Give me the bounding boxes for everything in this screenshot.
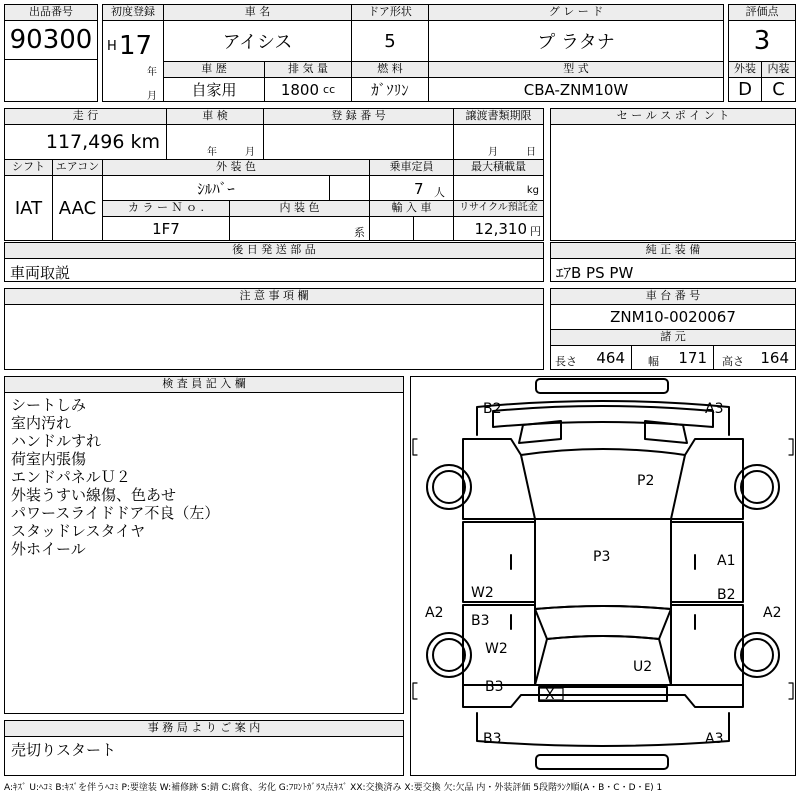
- car-name-label: 車 名: [163, 4, 352, 21]
- month-unit: 月: [147, 91, 157, 102]
- transfer-doc-label: 譲渡書類期限: [453, 108, 544, 125]
- displacement-cell: [264, 77, 352, 102]
- displacement-label: 排 気 量: [264, 61, 352, 78]
- model: CBA-ZNM10W: [428, 77, 724, 102]
- equipment-value: ｴｱB PS PW: [556, 264, 634, 282]
- note-line: シートしみ: [11, 396, 87, 414]
- windshield-pillars: [521, 455, 685, 519]
- first-reg-cell: [102, 20, 164, 102]
- mark-b2-top-left: B2: [483, 401, 502, 417]
- max-load-unit: kg: [526, 185, 539, 196]
- import-value: [369, 216, 414, 241]
- plate-label: 登 録 番 号: [263, 108, 454, 125]
- mileage-value-group: [46, 131, 160, 153]
- note-line: パワースライドドア不良（左）: [11, 504, 220, 522]
- office-value: 売切りスタート: [11, 741, 117, 759]
- mark-b3-left-mid: B3: [471, 613, 490, 629]
- rear-bumper: [536, 755, 668, 769]
- height: 164: [760, 349, 789, 367]
- history: 自家用: [163, 77, 265, 102]
- interior-color-unit: 系: [354, 226, 365, 239]
- int-grade-label: 内装: [761, 61, 796, 78]
- sales-points-area: [550, 124, 796, 241]
- import-extra: [413, 216, 454, 241]
- score-label: 評価点: [728, 4, 796, 21]
- first-reg-year: 17: [119, 31, 153, 61]
- height-label: 高さ: [722, 355, 744, 368]
- recycle-unit: 円: [530, 225, 541, 238]
- note-line: 外ホイール: [11, 540, 86, 558]
- interior-color-label: 内 装 色: [229, 200, 370, 217]
- ac-label: エアコン: [52, 159, 103, 176]
- hood-outline: [463, 439, 743, 519]
- rear-glass: [535, 606, 671, 639]
- rear-body-outline: [463, 685, 743, 707]
- capacity-unit: 人: [434, 186, 445, 199]
- color-no: 1F7: [102, 216, 230, 241]
- office-label: 事 務 局 よ り ご 案 内: [4, 720, 404, 737]
- inspector-label: 検 査 員 記 入 欄: [4, 376, 404, 393]
- inspection-cell: [166, 124, 264, 160]
- width-cell: [631, 345, 714, 370]
- mark-p3-roof: P3: [593, 549, 611, 565]
- office-cell: [4, 736, 404, 776]
- later-parts-cell: [4, 258, 544, 282]
- grade: プ ラタナ: [428, 20, 724, 62]
- length-label: 長さ: [555, 355, 577, 368]
- front-right-wheel-inner: [741, 471, 773, 503]
- car-diagram-frame: [410, 376, 796, 776]
- auction-no: 90300: [4, 20, 98, 60]
- capacity-label: 乗車定員: [369, 159, 454, 176]
- mark-b2-right: B2: [717, 587, 736, 603]
- later-parts-label: 後 日 発 送 部 品: [4, 242, 544, 259]
- rear-left-wheel-inner: [433, 639, 465, 671]
- mileage: 117,496: [45, 131, 125, 153]
- shift-label: シフト: [4, 159, 53, 176]
- equipment-cell: [550, 258, 796, 282]
- transfer-doc-cell: [453, 124, 544, 160]
- mark-w2-left-rear: W2: [485, 641, 508, 657]
- score: 3: [728, 20, 796, 62]
- exterior-color: ｼﾙﾊﾞｰ: [102, 175, 330, 201]
- transfer-day-unit: 日: [526, 147, 536, 158]
- ext-grade: D: [728, 77, 762, 102]
- import-label: 輸 入 車: [369, 200, 454, 217]
- left-bracket-bottom: [413, 683, 417, 699]
- rear-bumper-outline: [477, 713, 729, 746]
- mark-a2-right: A2: [763, 605, 782, 621]
- right-rear-door: [671, 605, 743, 685]
- caution-area: [4, 304, 544, 370]
- ext-grade-label: 外装: [728, 61, 762, 78]
- exterior-color-code: [329, 175, 370, 201]
- right-bracket-bottom: [789, 683, 793, 699]
- first-reg-label: 初度登録: [102, 4, 164, 21]
- width: 171: [678, 349, 707, 367]
- mark-a1-right: A1: [717, 553, 736, 569]
- doors-label: ドア形状: [351, 4, 429, 21]
- caution-label: 注 意 事 項 欄: [4, 288, 544, 305]
- front-left-wheel-inner: [433, 471, 465, 503]
- history-label: 車 歴: [163, 61, 265, 78]
- mileage-cell: [4, 124, 167, 160]
- car-name: アイシス: [163, 20, 352, 62]
- mark-u2-rear: U2: [633, 659, 653, 675]
- note-line: エンドパネルＵ２: [11, 468, 131, 486]
- transfer-month-unit: 月: [488, 147, 498, 158]
- int-grade: C: [761, 77, 796, 102]
- mark-a3-top-right: A3: [705, 401, 724, 417]
- mark-b3-bottom-left: B3: [483, 731, 502, 747]
- plate-value: [263, 124, 454, 160]
- legend: A:ｷｽﾞ U:ﾍｺﾐ B:ｷｽﾞを伴うﾍｺﾐ P:要塗装 W:補修跡 S:錆 C:腐食、劣化 G:ﾌﾛﾝﾄｶﾞﾗｽ点ｷｽﾞ XX:交換済み X:要交換 欠:欠品 内・外装評価 5段階ﾗﾝｸ順(A・B・C・D・E) 1: [4, 783, 663, 793]
- note-line: 荷室内張傷: [11, 450, 87, 468]
- chassis-label: 車 台 番 号: [550, 288, 796, 305]
- recycle-fee: 12,310: [474, 220, 527, 238]
- note-line: ハンドルすれ: [11, 432, 102, 450]
- fuel-label: 燃 料: [351, 61, 429, 78]
- interior-color-cell: [229, 216, 370, 241]
- auction-no-label: 出品番号: [4, 4, 98, 21]
- doors: 5: [351, 20, 429, 62]
- note-line: スタッドレスタイヤ: [11, 522, 146, 540]
- rear-right-wheel-inner: [741, 639, 773, 671]
- note-line: 室内汚れ: [11, 414, 72, 432]
- ac: AAC: [52, 175, 103, 241]
- inspection-year-unit: 年: [207, 147, 217, 158]
- grade-label: グ レ ー ド: [428, 4, 724, 21]
- inspector-notes: [11, 396, 219, 558]
- recycle-cell: [453, 216, 544, 241]
- car-diagram: [411, 377, 795, 775]
- mark-x-rear: X: [545, 687, 555, 703]
- note-line: 外装うすい線傷、色あせ: [11, 486, 177, 504]
- era: H: [107, 39, 117, 54]
- displacement-unit: cc: [323, 83, 336, 96]
- capacity-cell: [369, 175, 454, 201]
- left-bracket-top: [413, 439, 417, 455]
- inspection-label: 車 検: [166, 108, 264, 125]
- fuel: ｶﾞｿﾘﾝ: [351, 77, 429, 102]
- sales-points-label: セ ー ル ス ポ イ ン ト: [550, 108, 796, 125]
- max-load-label: 最大積載量: [453, 159, 544, 176]
- mark-w2-left-front: W2: [471, 585, 494, 601]
- mileage-unit: km: [130, 131, 160, 153]
- right-bracket-top: [789, 439, 793, 455]
- inspector-notes-area: [4, 392, 404, 714]
- length: 464: [596, 349, 625, 367]
- mark-b3-left-low: B3: [485, 679, 504, 695]
- inspection-month-unit: 月: [245, 147, 255, 158]
- length-cell: [550, 345, 632, 370]
- max-load-cell: [453, 175, 544, 201]
- mark-p2-hood: P2: [637, 473, 655, 489]
- exterior-color-label: 外 装 色: [102, 159, 370, 176]
- mileage-label: 走 行: [4, 108, 167, 125]
- displacement: 1800: [280, 80, 320, 99]
- year-unit: 年: [147, 67, 157, 78]
- shift: IAT: [4, 175, 53, 241]
- mark-a3-bottom-right: A3: [705, 731, 724, 747]
- height-cell: [713, 345, 796, 370]
- auction-no-blank: [4, 59, 98, 102]
- model-label: 型 式: [428, 61, 724, 78]
- capacity: 7: [414, 180, 424, 198]
- width-label: 幅: [648, 355, 659, 368]
- later-parts-value: 車両取説: [10, 264, 71, 282]
- color-no-label: カ ラ ー Ｎ ｏ .: [102, 200, 230, 217]
- mark-a2-left: A2: [425, 605, 444, 621]
- equipment-label: 純 正 装 備: [550, 242, 796, 259]
- chassis-no: ZNM10-0020067: [550, 304, 796, 330]
- front-bumper: [536, 379, 668, 393]
- recycle-label: リサイクル預託金: [453, 200, 544, 217]
- dims-label: 諸 元: [550, 329, 796, 346]
